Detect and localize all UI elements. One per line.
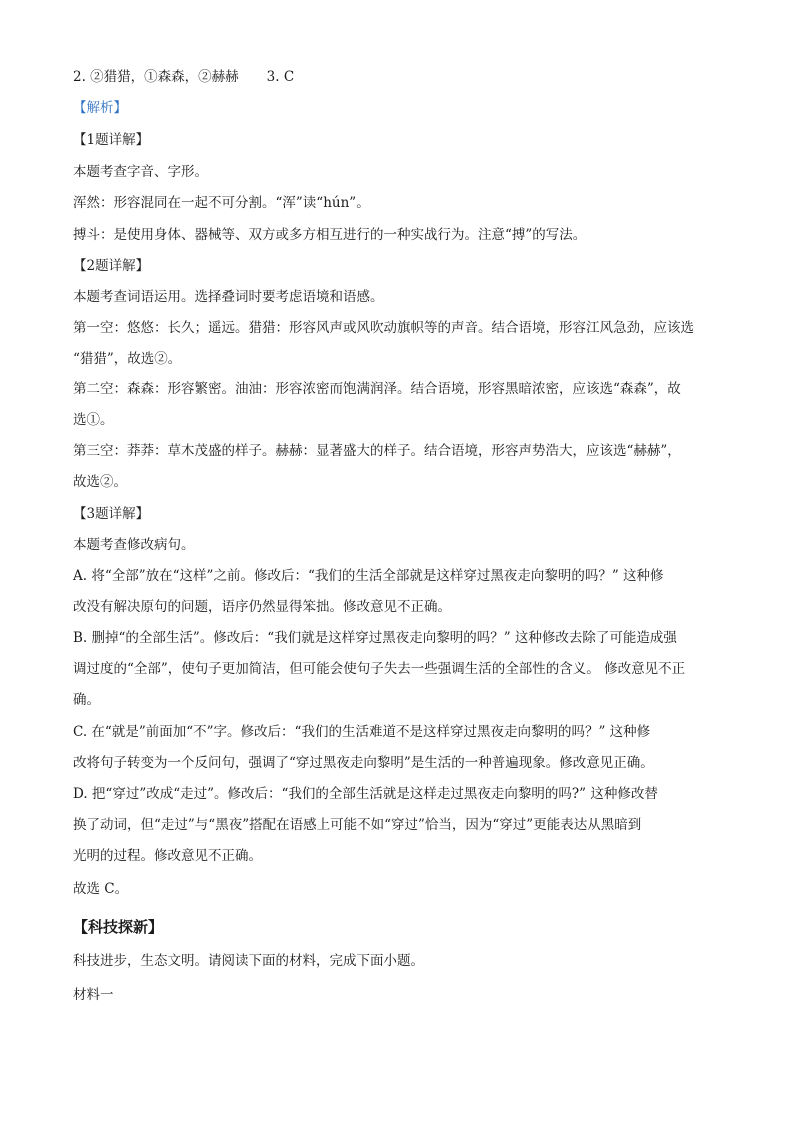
q2-para-1a: 第一空：悠悠：长久；遥远。猎猎：形容风声或风吹动旗帜等的声音。结合语境，形容江风急劲，应该选 (73, 320, 694, 336)
q1-header: 【1题详解】 (73, 132, 150, 148)
section-intro: 科技进步，生态文明。请阅读下面的材料，完成下面小题。 (73, 953, 424, 969)
analysis-label: 【解析】 (73, 100, 127, 116)
q3-option-c-1: C. 在“就是”前面加“不”字。修改后：“我们的生活难道不是这样穿过黑夜走向黎明的吗？” 这种修 (73, 724, 651, 740)
q3-option-b-3: 确。 (73, 692, 100, 708)
answer-q2: 2. ②猎猎，①森森，②赫赫 (73, 69, 239, 85)
q2-para-3a: 第三空：莽莽：草木茂盛的样子。赫赫：显著盛大的样子。结合语境，形容声势浩大，应该选“赫赫”， (73, 443, 681, 459)
q2-para-3b: 故选②。 (73, 474, 127, 490)
material-label: 材料一 (73, 987, 114, 1003)
q3-option-a-2: 改没有解决原句的问题，语序仍然显得笨拙。修改意见不正确。 (73, 599, 451, 615)
q3-option-b-2: 调过度的“全部”，使句子更加简洁，但可能会使句子失去一些强调生活的全部性的含义。 修改意见不正 (73, 661, 686, 677)
q1-intro: 本题考查字音、字形。 (73, 164, 208, 180)
q2-intro: 本题考查词语运用。选择叠词时要考虑语境和语感。 (73, 289, 384, 305)
answer-q3: 3. C (266, 69, 295, 85)
q3-option-c-2: 改将句子转变为一个反问句，强调了“穿过黑夜走向黎明”是生活的一种普遍现象。修改意见正确。 (73, 755, 654, 771)
section-heading: 【科技探新】 (73, 918, 164, 936)
q3-option-b-1: B. 删掉“的全部生活”。修改后：“我们就是这样穿过黑夜走向黎明的吗？” 这种修改去除了可能造成强 (73, 630, 677, 646)
q2-para-1b: “猎猎”，故选②。 (73, 351, 182, 367)
q1-line-2: 搏斗：是使用身体、器械等、双方或多方相互进行的一种实战行为。注意“搏”的写法。 (73, 227, 587, 243)
answer-line (73, 68, 294, 86)
q2-para-2b: 选①。 (73, 412, 114, 428)
q1-line-1: 浑然：形容混同在一起不可分割。“浑”读“hún”。 (73, 195, 370, 211)
q3-option-d-2: 换了动词，但“走过”与“黑夜”搭配在语感上可能不如“穿过”恰当，因为“穿过”更能表达从黑暗到 (73, 817, 642, 833)
q3-header: 【3题详解】 (73, 506, 150, 522)
q3-option-d-1: D. 把“穿过”改成“走过”。修改后：“我们的全部生活就是这样走过黑夜走向黎明的吗?” 这种修改替 (73, 786, 658, 802)
q3-option-d-3: 光明的过程。修改意见不正确。 (73, 848, 262, 864)
q2-para-2a: 第二空：森森：形容繁密。油油：形容浓密而饱满润泽。结合语境，形容黑暗浓密，应该选“森森”，故 (73, 381, 681, 397)
q3-conclusion: 故选 C。 (73, 881, 129, 897)
q2-header: 【2题详解】 (73, 258, 150, 274)
q3-option-a-1: A. 将“全部”放在“这样”之前。修改后：“我们的生活全部就是这样穿过黑夜走向黎明的吗？” 这种修 (73, 568, 664, 584)
q3-intro: 本题考查修改病句。 (73, 537, 195, 553)
